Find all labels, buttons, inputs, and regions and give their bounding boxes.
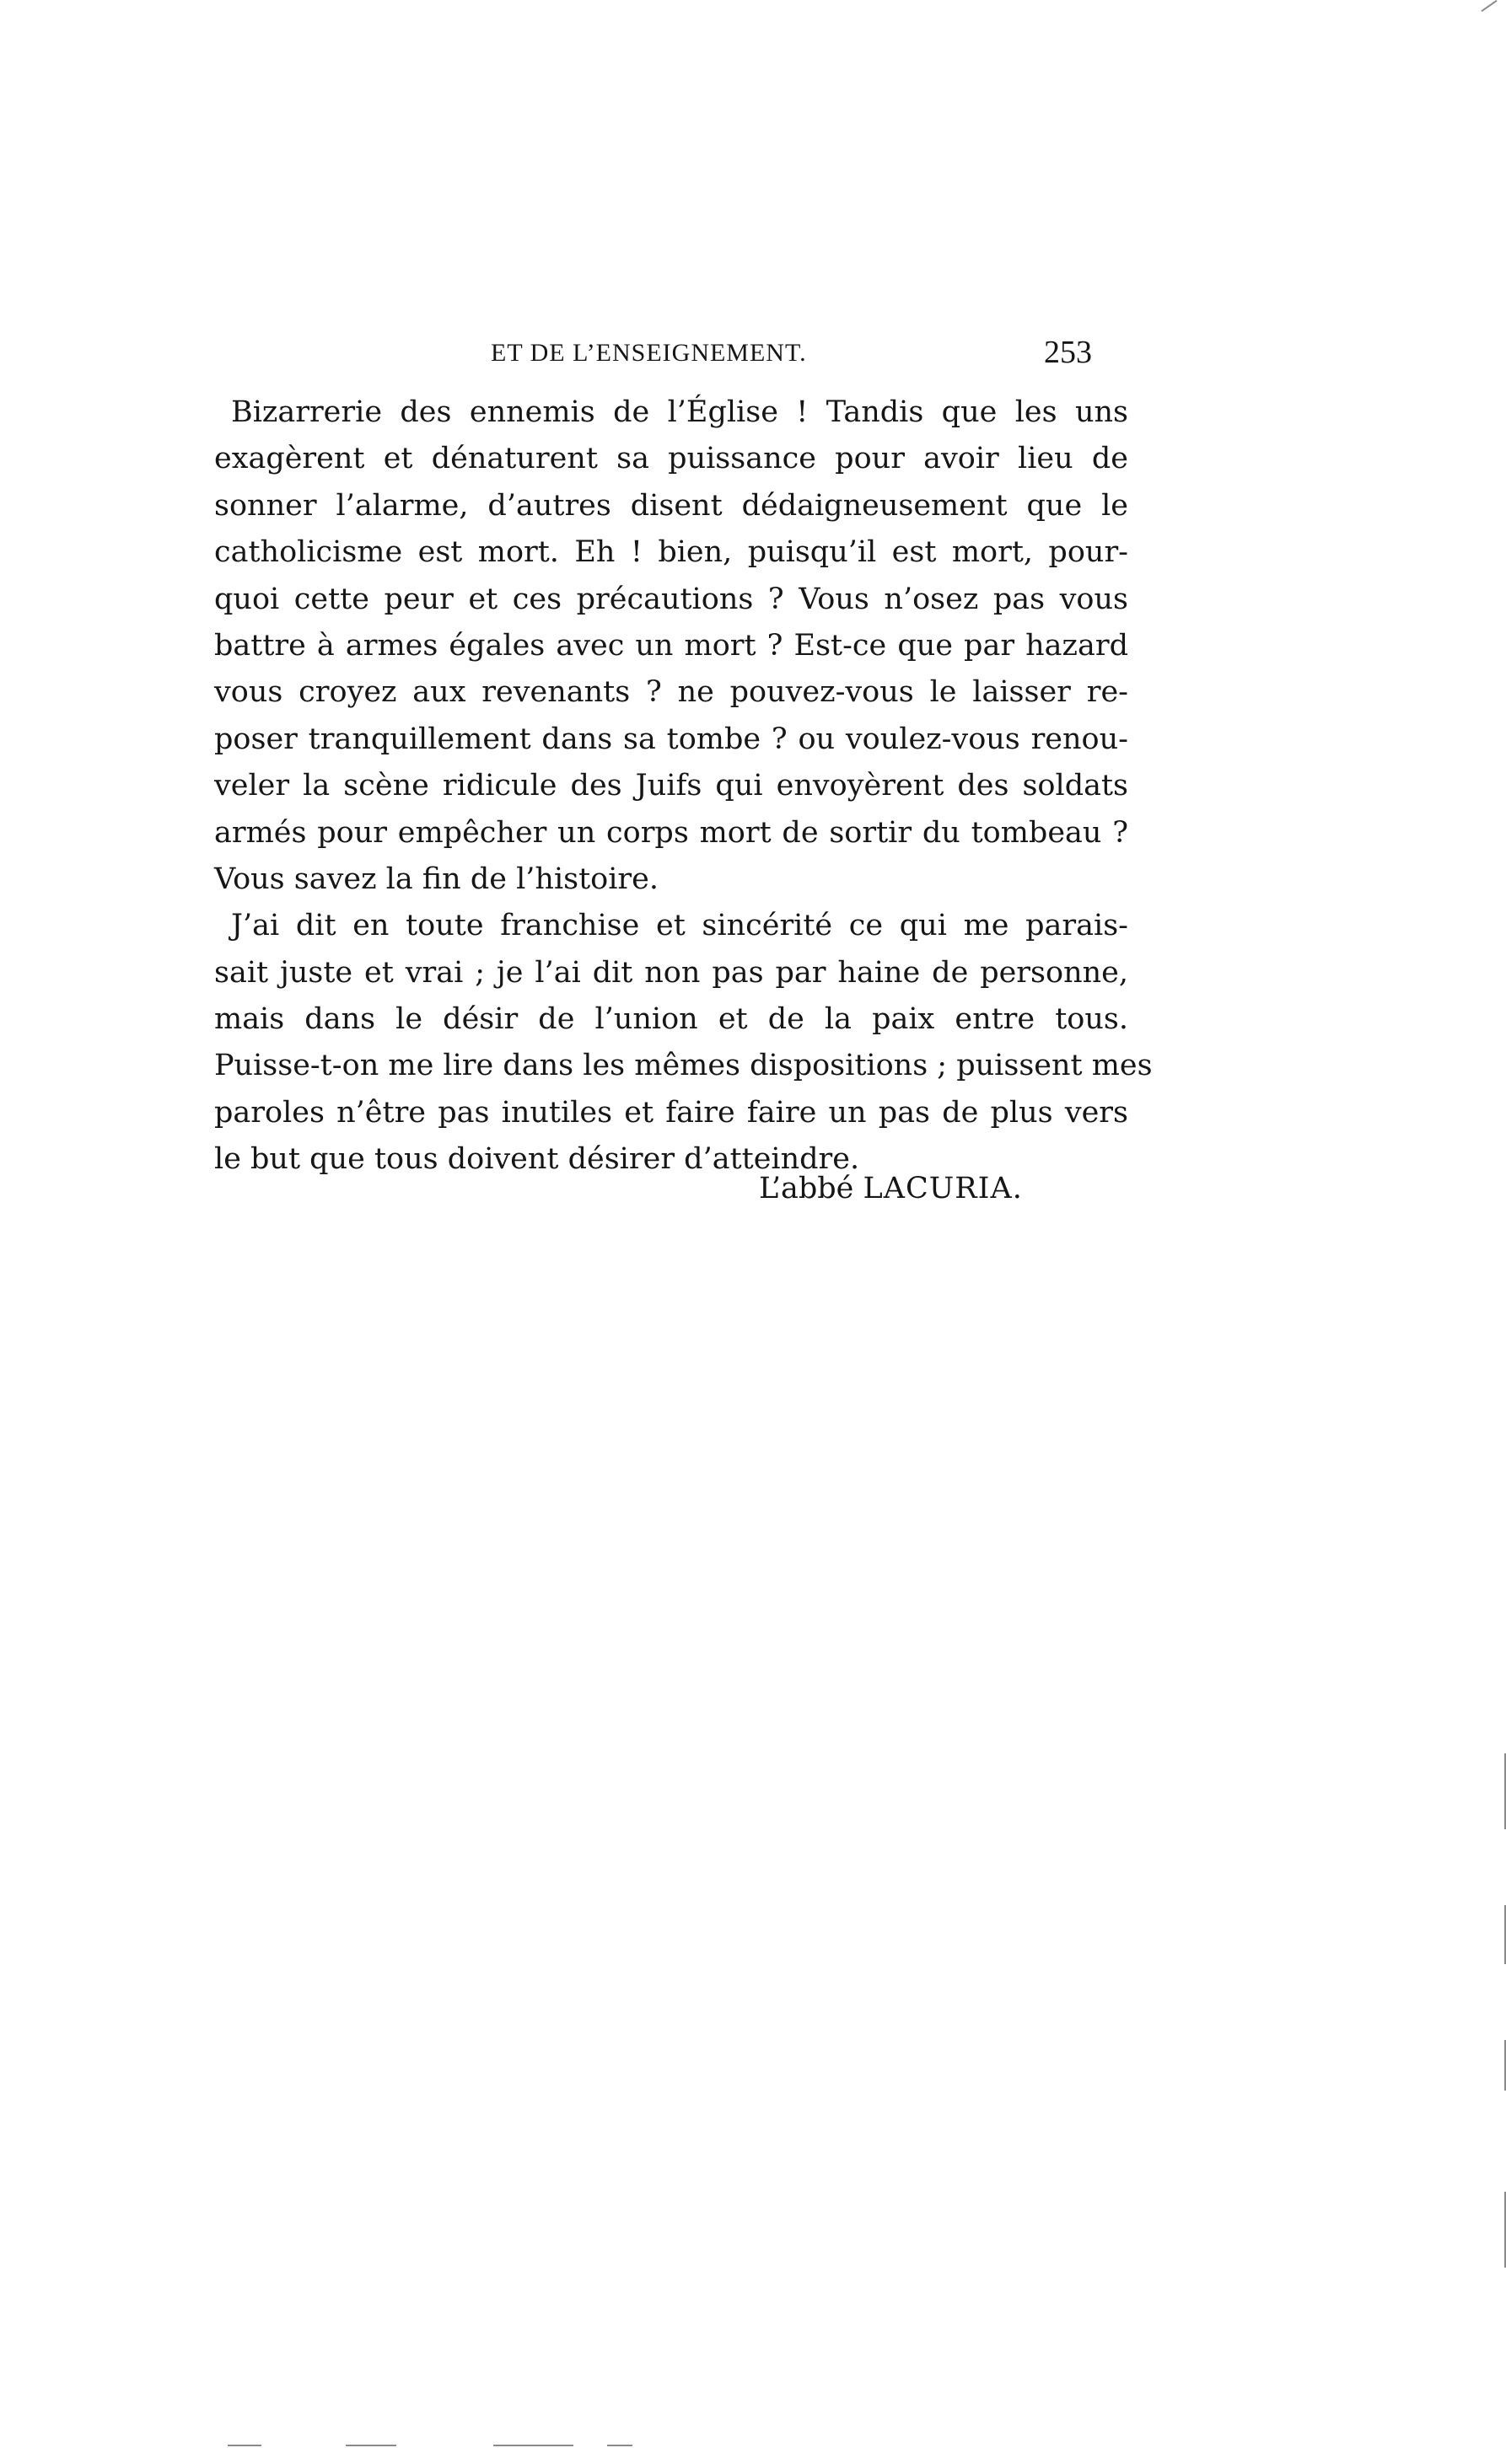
signature <box>759 1172 1023 1205</box>
text-line: Bizarrerie des ennemis de l’Église ! Tandis que les uns <box>231 395 1128 429</box>
text-line: mais dans le désir de l’union et de la paix entre tous. <box>214 1002 1128 1037</box>
text-line: Vous savez la fin de l’histoire. <box>214 862 659 896</box>
text-line: quoi cette peur et ces précautions ? Vous n’osez pas vous <box>214 582 1128 616</box>
scan-mark <box>346 2445 396 2446</box>
text-line: vous croyez aux revenants ? ne pouvez-vous le laisser re- <box>214 675 1128 710</box>
text-line: veler la scène ridicule des Juifs qui envoyèrent des soldats <box>214 769 1128 803</box>
scan-mark <box>493 2445 573 2446</box>
text-line: poser tranquillement dans sa tombe ? ou voulez-vous renou- <box>214 722 1128 756</box>
text-line: paroles n’être pas inutiles et faire faire un pas de plus vers <box>214 1095 1128 1130</box>
page-number: 253 <box>1044 335 1092 370</box>
scan-mark <box>607 2445 632 2446</box>
text-line: J’ai dit en toute franchise et sincérité ce qui me parais- <box>231 909 1128 943</box>
text-line: battre à armes égales avec un mort ? Est-ce que par hazard <box>214 628 1128 663</box>
scan-mark <box>1481 0 1497 12</box>
text-line: le but que tous doivent désirer d’atteindre. <box>214 1142 860 1177</box>
scan-mark <box>228 2445 261 2446</box>
text-line: exagèrent et dénaturent sa puissance pour avoir lieu de <box>214 442 1128 476</box>
signature-name: LACURIA. <box>863 1172 1023 1205</box>
running-head: ET DE L’ENSEIGNEMENT. <box>491 339 807 367</box>
signature-prefix: L’abbé <box>759 1172 863 1205</box>
text-line: catholicisme est mort. Eh ! bien, puisqu’il est mort, pour- <box>214 535 1128 570</box>
text-line: Puisse-t-on me lire dans les mêmes dispositions ; puissent mes <box>214 1049 1153 1083</box>
text-line: sonner l’alarme, d’autres disent dédaigneusement que le <box>214 488 1128 523</box>
body-text <box>214 389 1153 1184</box>
text-line: armés pour empêcher un corps mort de sortir du tombeau ? <box>214 815 1128 850</box>
text-line: sait juste et vrai ; je l’ai dit non pas par haine de personne, <box>214 955 1128 990</box>
